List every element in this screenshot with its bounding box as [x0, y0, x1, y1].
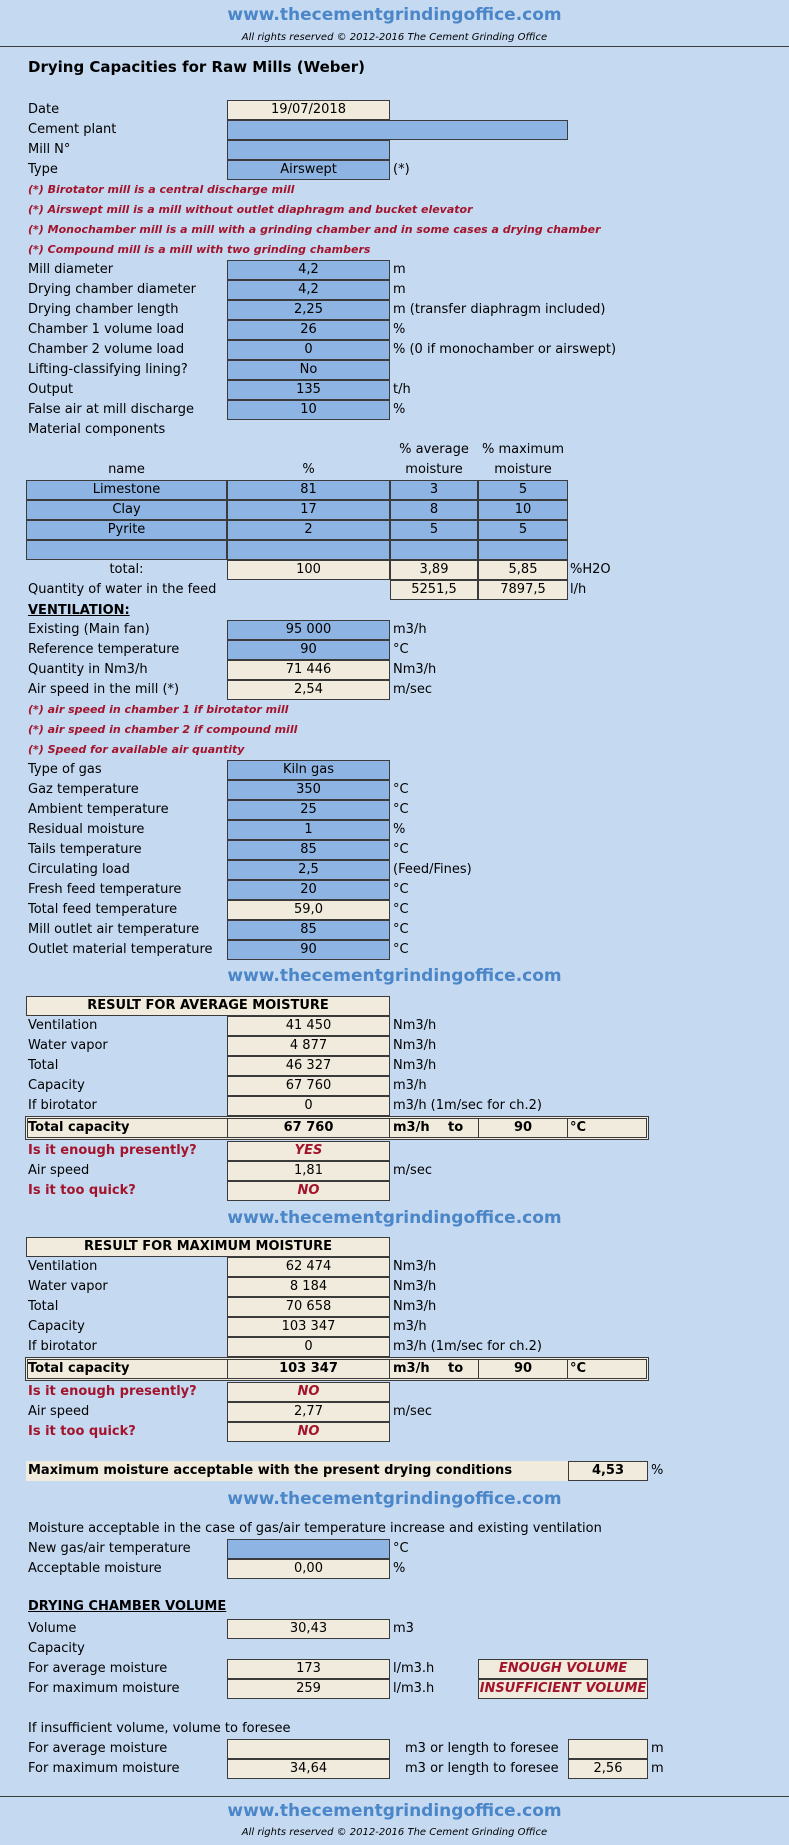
material-name[interactable] — [26, 540, 227, 560]
water-max: 7897,5 — [478, 580, 568, 600]
acceptable-moisture-value: 0,00 — [227, 1559, 390, 1579]
gas-field[interactable]: 2,5 — [227, 860, 390, 880]
volume-label: Volume — [28, 1621, 77, 1636]
gas-field[interactable]: Kiln gas — [227, 760, 390, 780]
footer-site-link[interactable]: www.thecementgrindingoffice.com — [227, 1801, 562, 1821]
result-label: If birotator — [28, 1339, 97, 1354]
gas-unit: °C — [393, 902, 409, 917]
total-label: total: — [109, 562, 144, 577]
gas-field[interactable]: 20 — [227, 880, 390, 900]
gas-field[interactable]: 350 — [227, 780, 390, 800]
enough-label: Is it enough presently? — [28, 1143, 197, 1158]
result-value: 103 347 — [227, 1317, 390, 1337]
air-speed-label: Air speed — [28, 1404, 90, 1419]
divider — [0, 46, 789, 47]
param-field[interactable]: No — [227, 360, 390, 380]
param-field[interactable]: 10 — [227, 400, 390, 420]
air-speed-label: Air speed — [28, 1163, 90, 1178]
air-speed-value: 1,81 — [227, 1161, 390, 1181]
material-avg[interactable]: 5 — [390, 520, 478, 540]
mill-number-label: Mill N° — [28, 142, 71, 157]
material-pct[interactable] — [227, 540, 390, 560]
total-capacity-to: to — [448, 1120, 464, 1135]
param-label: Lifting-classifying lining? — [28, 362, 188, 377]
result-label: Total — [28, 1058, 59, 1073]
type-note-marker: (*) — [393, 162, 410, 177]
mill-number-field[interactable] — [227, 140, 390, 160]
page-title: Drying Capacities for Raw Mills (Weber) — [28, 58, 365, 76]
total-capacity-unit: m3/h — [393, 1120, 430, 1135]
date-label: Date — [28, 102, 60, 117]
footer-rights: All rights reserved © 2012-2016 The Cement Grinding Office — [241, 1827, 548, 1838]
gas-unit: % — [393, 822, 406, 837]
water-label: Quantity of water in the feed — [28, 582, 217, 597]
new-temp-field[interactable] — [227, 1539, 390, 1559]
result-unit: Nm3/h — [393, 1058, 437, 1073]
gas-label: Tails temperature — [28, 842, 142, 857]
result-unit: m3/h (1m/sec for ch.2) — [393, 1339, 542, 1354]
acceptable-moisture-unit: % — [393, 1561, 406, 1576]
gas-label: Gaz temperature — [28, 782, 139, 797]
result-value: 0 — [227, 1337, 390, 1357]
material-max[interactable] — [478, 540, 568, 560]
site-link[interactable]: www.thecementgrindingoffice.com — [227, 966, 562, 986]
gas-unit: °C — [393, 922, 409, 937]
type-note: (*) Birotator mill is a central discharge mill — [28, 183, 295, 196]
material-name[interactable]: Limestone — [26, 480, 227, 500]
new-temp-unit: °C — [393, 1541, 409, 1556]
result-label: Capacity — [28, 1319, 85, 1334]
param-label: Chamber 2 volume load — [28, 342, 185, 357]
water-avg: 5251,5 — [390, 580, 478, 600]
param-unit: % — [393, 322, 406, 337]
param-field[interactable]: 0 — [227, 340, 390, 360]
materials-label: Material components — [28, 422, 166, 437]
result-unit: Nm3/h — [393, 1299, 437, 1314]
total-capacity-to: to — [448, 1361, 464, 1376]
plant-label: Cement plant — [28, 122, 117, 137]
new-temp-label: New gas/air temperature — [28, 1541, 191, 1556]
col-pct-header: % — [302, 462, 315, 477]
result-value: 8 184 — [227, 1277, 390, 1297]
col-avg-header: moisture — [405, 462, 463, 477]
gas-unit: °C — [393, 842, 409, 857]
divider — [0, 1796, 789, 1797]
param-label: Mill diameter — [28, 262, 114, 277]
vent-label: Air speed in the mill (*) — [28, 682, 180, 697]
max-capacity-value: 259 — [227, 1679, 390, 1699]
max-volume-status: INSUFFICIENT VOLUME — [478, 1679, 648, 1699]
volume-value: 30,43 — [227, 1619, 390, 1639]
foresee-avg-unit: m — [651, 1741, 664, 1756]
gas-unit: (Feed/Fines) — [393, 862, 472, 877]
param-field[interactable]: 135 — [227, 380, 390, 400]
material-name[interactable]: Clay — [26, 500, 227, 520]
param-unit: m — [393, 262, 406, 277]
drying-chamber-title: DRYING CHAMBER VOLUME — [28, 1599, 227, 1614]
enough-label: Is it enough presently? — [28, 1384, 197, 1399]
header-site-link[interactable]: www.thecementgrindingoffice.com — [227, 5, 562, 25]
type-field[interactable]: Airswept — [227, 160, 390, 180]
gas-label: Type of gas — [28, 762, 102, 777]
avg-capacity-label: For average moisture — [28, 1661, 168, 1676]
foresee-avg-label: For average moisture — [28, 1741, 168, 1756]
max-moisture-unit: % — [651, 1463, 664, 1478]
param-field[interactable]: 4,2 — [227, 280, 390, 300]
total-max: 5,85 — [478, 560, 568, 580]
param-unit: % (0 if monochamber or airswept) — [393, 342, 617, 357]
material-avg[interactable] — [390, 540, 478, 560]
result-unit: m3/h — [393, 1319, 427, 1334]
volume-unit: m3 — [393, 1621, 414, 1636]
gas-field[interactable]: 25 — [227, 800, 390, 820]
header-rights: All rights reserved © 2012-2016 The Cement Grinding Office — [241, 32, 548, 43]
avg-volume-status: ENOUGH VOLUME — [478, 1659, 648, 1679]
gas-label: Fresh feed temperature — [28, 882, 182, 897]
plant-field[interactable] — [227, 120, 568, 140]
gas-field[interactable]: 1 — [227, 820, 390, 840]
result-label: Capacity — [28, 1078, 85, 1093]
vent-unit: Nm3/h — [393, 662, 437, 677]
result-avg-header: RESULT FOR AVERAGE MOISTURE — [26, 996, 390, 1016]
param-label: False air at mill discharge — [28, 402, 195, 417]
vent-label: Existing (Main fan) — [28, 622, 150, 637]
param-field[interactable]: 26 — [227, 320, 390, 340]
vent-unit: m3/h — [393, 622, 427, 637]
total-capacity-unit: m3/h — [393, 1361, 430, 1376]
vent-label: Reference temperature — [28, 642, 180, 657]
vent-unit: °C — [393, 642, 409, 657]
result-value: 70 658 — [227, 1297, 390, 1317]
quick-label: Is it too quick? — [28, 1424, 136, 1439]
material-pct[interactable]: 2 — [227, 520, 390, 540]
total-capacity-temp: 90 — [478, 1118, 568, 1138]
result-unit: Nm3/h — [393, 1018, 437, 1033]
result-value: 67 760 — [227, 1076, 390, 1096]
result-value: 41 450 — [227, 1016, 390, 1036]
avg-capacity-value: 173 — [227, 1659, 390, 1679]
material-max[interactable]: 5 — [478, 480, 568, 500]
gas-label: Residual moisture — [28, 822, 145, 837]
total-unit: %H2O — [570, 562, 611, 577]
result-value: 46 327 — [227, 1056, 390, 1076]
type-note: (*) Airswept mill is a mill without outlet diaphragm and bucket elevator — [28, 203, 473, 216]
type-label: Type — [28, 162, 58, 177]
param-unit: m — [393, 282, 406, 297]
total-capacity-value: 67 760 — [227, 1118, 390, 1138]
foresee-avg-text: m3 or length to foresee — [405, 1741, 559, 1756]
result-unit: m3/h (1m/sec for ch.2) — [393, 1098, 542, 1113]
param-field[interactable]: 2,25 — [227, 300, 390, 320]
gas-label: Circulating load — [28, 862, 130, 877]
quick-value: NO — [227, 1181, 390, 1201]
vent-note: (*) air speed in chamber 1 if birotator mill — [28, 703, 289, 716]
foresee-max-unit: m — [651, 1761, 664, 1776]
col-name-header: name — [108, 462, 145, 477]
gas-label: Ambient temperature — [28, 802, 169, 817]
capacity-label: Capacity — [28, 1641, 85, 1656]
result-label: Water vapor — [28, 1038, 108, 1053]
gas-field[interactable]: 85 — [227, 840, 390, 860]
result-max-header: RESULT FOR MAXIMUM MOISTURE — [26, 1237, 390, 1257]
max-capacity-label: For maximum moisture — [28, 1681, 180, 1696]
gas-unit: °C — [393, 882, 409, 897]
vent-note: (*) air speed in chamber 2 if compound mill — [28, 723, 298, 736]
max-capacity-unit: l/m3.h — [393, 1681, 435, 1696]
vent-field[interactable]: 90 — [227, 640, 390, 660]
col-max-header: moisture — [494, 462, 552, 477]
quick-label: Is it too quick? — [28, 1183, 136, 1198]
enough-value: YES — [227, 1141, 390, 1161]
result-label: Ventilation — [28, 1259, 98, 1274]
gas-field[interactable]: 85 — [227, 920, 390, 940]
foresee-avg-value — [227, 1739, 390, 1759]
vent-field[interactable]: 95 000 — [227, 620, 390, 640]
vent-note: (*) Speed for available air quantity — [28, 743, 245, 756]
material-max[interactable]: 5 — [478, 520, 568, 540]
foresee-max-label: For maximum moisture — [28, 1761, 180, 1776]
result-unit: m3/h — [393, 1078, 427, 1093]
air-speed-value: 2,77 — [227, 1402, 390, 1422]
material-max[interactable]: 10 — [478, 500, 568, 520]
type-note: (*) Compound mill is a mill with two grinding chambers — [28, 243, 371, 256]
air-speed-unit: m/sec — [393, 1163, 432, 1178]
vent-value: 71 446 — [227, 660, 390, 680]
gas-label: Total feed temperature — [28, 902, 178, 917]
vent-value: 2,54 — [227, 680, 390, 700]
param-label: Drying chamber diameter — [28, 282, 196, 297]
param-label: Chamber 1 volume load — [28, 322, 185, 337]
foresee-avg-length — [568, 1739, 648, 1759]
gas-unit: °C — [393, 942, 409, 957]
result-label: If birotator — [28, 1098, 97, 1113]
total-capacity-temp-unit: °C — [570, 1120, 587, 1135]
result-label: Total — [28, 1299, 59, 1314]
quick-value: NO — [227, 1422, 390, 1442]
acceptable-moisture-label: Acceptable moisture — [28, 1561, 162, 1576]
param-label: Drying chamber length — [28, 302, 179, 317]
gas-label: Outlet material temperature — [28, 942, 213, 957]
col-max-header: % maximum — [482, 442, 564, 457]
result-label: Water vapor — [28, 1279, 108, 1294]
param-unit: t/h — [393, 382, 411, 397]
result-value: 4 877 — [227, 1036, 390, 1056]
enough-value: NO — [227, 1382, 390, 1402]
col-avg-header: % average — [399, 442, 469, 457]
total-capacity-label: Total capacity — [28, 1120, 130, 1135]
param-label: Output — [28, 382, 74, 397]
param-field[interactable]: 4,2 — [227, 260, 390, 280]
type-note: (*) Monochamber mill is a mill with a grinding chamber and in some cases a drying chamber — [28, 223, 601, 236]
ventilation-title: VENTILATION: — [28, 603, 130, 618]
total-pct: 100 — [227, 560, 390, 580]
avg-capacity-unit: l/m3.h — [393, 1661, 435, 1676]
gas-field[interactable]: 90 — [227, 940, 390, 960]
max-moisture-label: Maximum moisture acceptable with the present drying conditions — [28, 1463, 513, 1478]
acceptable-title: Moisture acceptable in the case of gas/air temperature increase and existing ventilation — [28, 1521, 602, 1536]
site-link[interactable]: www.thecementgrindingoffice.com — [227, 1489, 562, 1509]
foresee-max-value: 34,64 — [227, 1759, 390, 1779]
result-unit: Nm3/h — [393, 1279, 437, 1294]
foresee-max-length: 2,56 — [568, 1759, 648, 1779]
foresee-max-text: m3 or length to foresee — [405, 1761, 559, 1776]
result-label: Ventilation — [28, 1018, 98, 1033]
result-unit: Nm3/h — [393, 1259, 437, 1274]
material-name[interactable]: Pyrite — [26, 520, 227, 540]
vent-unit: m/sec — [393, 682, 432, 697]
water-unit: l/h — [570, 582, 587, 597]
total-capacity-value: 103 347 — [227, 1359, 390, 1379]
material-pct[interactable]: 81 — [227, 480, 390, 500]
site-link[interactable]: www.thecementgrindingoffice.com — [227, 1208, 562, 1228]
foresee-title: If insufficient volume, volume to foresee — [28, 1721, 291, 1736]
total-avg: 3,89 — [390, 560, 478, 580]
gas-unit: °C — [393, 782, 409, 797]
total-capacity-temp-unit: °C — [570, 1361, 587, 1376]
date-field[interactable]: 19/07/2018 — [227, 100, 390, 120]
gas-value: 59,0 — [227, 900, 390, 920]
vent-label: Quantity in Nm3/h — [28, 662, 148, 677]
result-value: 0 — [227, 1096, 390, 1116]
gas-label: Mill outlet air temperature — [28, 922, 200, 937]
param-unit: m (transfer diaphragm included) — [393, 302, 606, 317]
material-avg[interactable]: 3 — [390, 480, 478, 500]
air-speed-unit: m/sec — [393, 1404, 432, 1419]
material-pct[interactable]: 17 — [227, 500, 390, 520]
result-unit: Nm3/h — [393, 1038, 437, 1053]
material-avg[interactable]: 8 — [390, 500, 478, 520]
max-moisture-value: 4,53 — [568, 1461, 648, 1481]
gas-unit: °C — [393, 802, 409, 817]
param-unit: % — [393, 402, 406, 417]
total-capacity-label: Total capacity — [28, 1361, 130, 1376]
result-value: 62 474 — [227, 1257, 390, 1277]
total-capacity-temp: 90 — [478, 1359, 568, 1379]
